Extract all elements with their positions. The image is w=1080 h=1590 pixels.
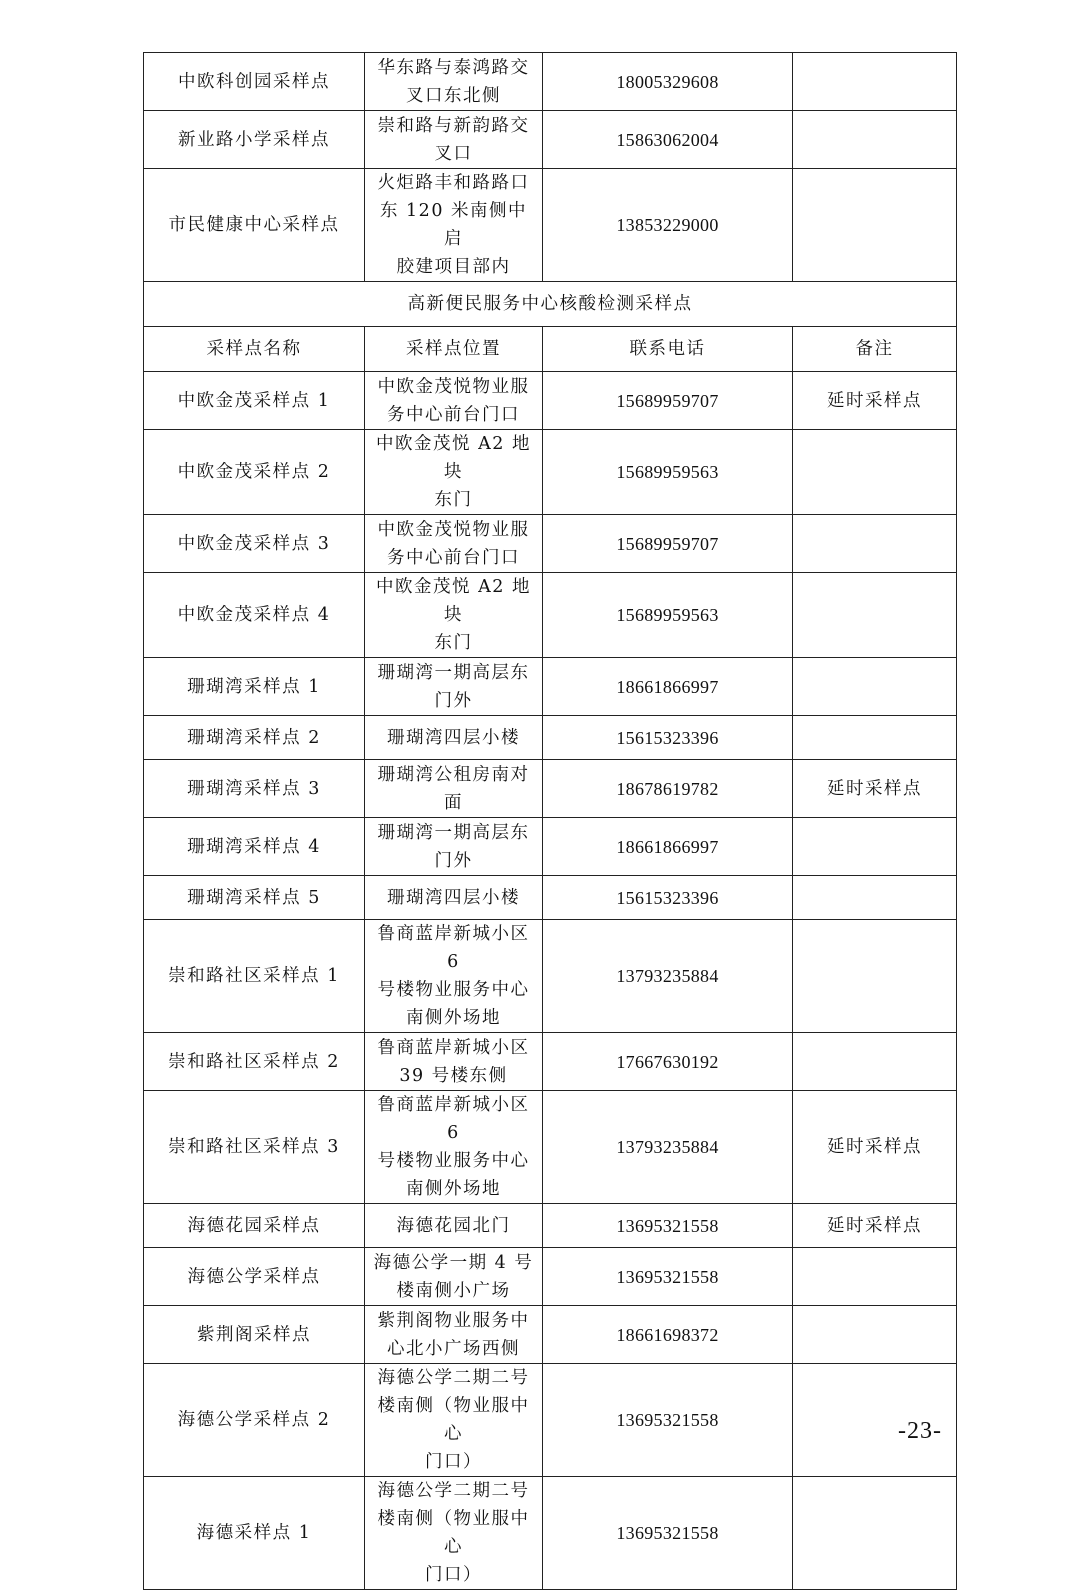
- site-location-cell: 华东路与泰鸿路交 叉口东北侧: [365, 53, 543, 111]
- site-phone-cell: 18678619782: [543, 760, 793, 818]
- site-location-cell: 鲁商蓝岸新城小区 6 号楼物业服务中心 南侧外场地: [365, 1091, 543, 1204]
- sampling-sites-table: [143, 52, 957, 1590]
- site-location-cell: 海德公学二期二号 楼南侧（物业服中心 门口）: [365, 1477, 543, 1590]
- site-name-cell: 珊瑚湾采样点 2: [144, 716, 365, 760]
- table-row: [144, 1204, 957, 1248]
- site-phone-cell: 15615323396: [543, 876, 793, 920]
- site-note-cell: [793, 1477, 957, 1590]
- page-number: -23-: [898, 1418, 942, 1444]
- site-note-cell: [793, 169, 957, 282]
- table-row: [144, 430, 957, 515]
- table-row: [144, 716, 957, 760]
- site-location-cell: 中欧金茂悦物业服 务中心前台门口: [365, 515, 543, 573]
- site-note-cell: [793, 1248, 957, 1306]
- site-name-cell: 中欧金茂采样点 1: [144, 372, 365, 430]
- site-name-cell: 珊瑚湾采样点 1: [144, 658, 365, 716]
- site-name-cell: 市民健康中心采样点: [144, 169, 365, 282]
- site-note-cell: [793, 658, 957, 716]
- site-location-cell: 中欧金茂悦 A2 地块 东门: [365, 430, 543, 515]
- table-row: [144, 53, 957, 111]
- table-row: [144, 818, 957, 876]
- table-row: [144, 760, 957, 818]
- site-phone-cell: 13695321558: [543, 1477, 793, 1590]
- site-name-cell: 海德公学采样点: [144, 1248, 365, 1306]
- site-location-cell: 珊瑚湾四层小楼: [365, 876, 543, 920]
- site-location-cell: 海德公学一期 4 号 楼南侧小广场: [365, 1248, 543, 1306]
- site-phone-cell: 13695321558: [543, 1248, 793, 1306]
- site-phone-cell: 13793235884: [543, 1091, 793, 1204]
- table-body: [144, 53, 957, 1590]
- site-note-cell: 延时采样点: [793, 760, 957, 818]
- site-name-cell: 崇和路社区采样点 3: [144, 1091, 365, 1204]
- header-note: 备注: [793, 327, 957, 372]
- site-location-cell: 珊瑚湾一期高层东 门外: [365, 818, 543, 876]
- site-name-cell: 新业路小学采样点: [144, 111, 365, 169]
- site-name-cell: 珊瑚湾采样点 4: [144, 818, 365, 876]
- site-phone-cell: 13853229000: [543, 169, 793, 282]
- site-phone-cell: 18005329608: [543, 53, 793, 111]
- site-phone-cell: 15863062004: [543, 111, 793, 169]
- table-row: [144, 1033, 957, 1091]
- site-phone-cell: 15689959563: [543, 430, 793, 515]
- table-row: [144, 1306, 957, 1364]
- site-phone-cell: 15615323396: [543, 716, 793, 760]
- site-name-cell: 崇和路社区采样点 2: [144, 1033, 365, 1091]
- table-row: [144, 1364, 957, 1477]
- site-location-cell: 中欧金茂悦物业服 务中心前台门口: [365, 372, 543, 430]
- section-title: 高新便民服务中心核酸检测采样点: [144, 282, 957, 327]
- site-location-cell: 珊瑚湾一期高层东 门外: [365, 658, 543, 716]
- site-name-cell: 珊瑚湾采样点 3: [144, 760, 365, 818]
- table-row: [144, 876, 957, 920]
- site-note-cell: [793, 1033, 957, 1091]
- site-note-cell: [793, 111, 957, 169]
- site-location-cell: 崇和路与新韵路交 叉口: [365, 111, 543, 169]
- table-row: [144, 372, 957, 430]
- site-note-cell: [793, 573, 957, 658]
- table-row: [144, 1091, 957, 1204]
- site-location-cell: 海德花园北门: [365, 1204, 543, 1248]
- table-row: [144, 1248, 957, 1306]
- site-note-cell: [793, 876, 957, 920]
- site-name-cell: 中欧科创园采样点: [144, 53, 365, 111]
- site-name-cell: 珊瑚湾采样点 5: [144, 876, 365, 920]
- site-phone-cell: 18661866997: [543, 818, 793, 876]
- header-location: 采样点位置: [365, 327, 543, 372]
- table-row: [144, 169, 957, 282]
- header-row: [144, 327, 957, 372]
- site-phone-cell: 15689959707: [543, 372, 793, 430]
- table-row: [144, 920, 957, 1033]
- site-phone-cell: 15689959563: [543, 573, 793, 658]
- site-phone-cell: 18661698372: [543, 1306, 793, 1364]
- site-name-cell: 海德采样点 1: [144, 1477, 365, 1590]
- table-row: [144, 111, 957, 169]
- table-row: [144, 573, 957, 658]
- site-phone-cell: 15689959707: [543, 515, 793, 573]
- site-phone-cell: 13695321558: [543, 1364, 793, 1477]
- site-note-cell: [793, 818, 957, 876]
- site-note-cell: [793, 53, 957, 111]
- table-row: [144, 1477, 957, 1590]
- site-location-cell: 鲁商蓝岸新城小区 39 号楼东侧: [365, 1033, 543, 1091]
- site-name-cell: 海德花园采样点: [144, 1204, 365, 1248]
- site-location-cell: 海德公学二期二号 楼南侧（物业服中心 门口）: [365, 1364, 543, 1477]
- site-note-cell: 延时采样点: [793, 1204, 957, 1248]
- site-location-cell: 紫荆阁物业服务中 心北小广场西侧: [365, 1306, 543, 1364]
- site-phone-cell: 13793235884: [543, 920, 793, 1033]
- site-note-cell: [793, 430, 957, 515]
- site-note-cell: [793, 920, 957, 1033]
- site-name-cell: 崇和路社区采样点 1: [144, 920, 365, 1033]
- header-name: 采样点名称: [144, 327, 365, 372]
- site-note-cell: 延时采样点: [793, 372, 957, 430]
- site-name-cell: 中欧金茂采样点 2: [144, 430, 365, 515]
- site-location-cell: 珊瑚湾公租房南对 面: [365, 760, 543, 818]
- site-note-cell: [793, 716, 957, 760]
- site-note-cell: [793, 515, 957, 573]
- site-note-cell: [793, 1306, 957, 1364]
- section-title-row: [144, 282, 957, 327]
- site-name-cell: 中欧金茂采样点 4: [144, 573, 365, 658]
- site-location-cell: 中欧金茂悦 A2 地块 东门: [365, 573, 543, 658]
- site-name-cell: 中欧金茂采样点 3: [144, 515, 365, 573]
- site-name-cell: 紫荆阁采样点: [144, 1306, 365, 1364]
- site-phone-cell: 18661866997: [543, 658, 793, 716]
- site-phone-cell: 13695321558: [543, 1204, 793, 1248]
- site-location-cell: 珊瑚湾四层小楼: [365, 716, 543, 760]
- table-row: [144, 515, 957, 573]
- site-note-cell: 延时采样点: [793, 1091, 957, 1204]
- site-location-cell: 鲁商蓝岸新城小区 6 号楼物业服务中心 南侧外场地: [365, 920, 543, 1033]
- site-location-cell: 火炬路丰和路路口 东 120 米南侧中启 胶建项目部内: [365, 169, 543, 282]
- table-row: [144, 658, 957, 716]
- site-name-cell: 海德公学采样点 2: [144, 1364, 365, 1477]
- header-phone: 联系电话: [543, 327, 793, 372]
- site-phone-cell: 17667630192: [543, 1033, 793, 1091]
